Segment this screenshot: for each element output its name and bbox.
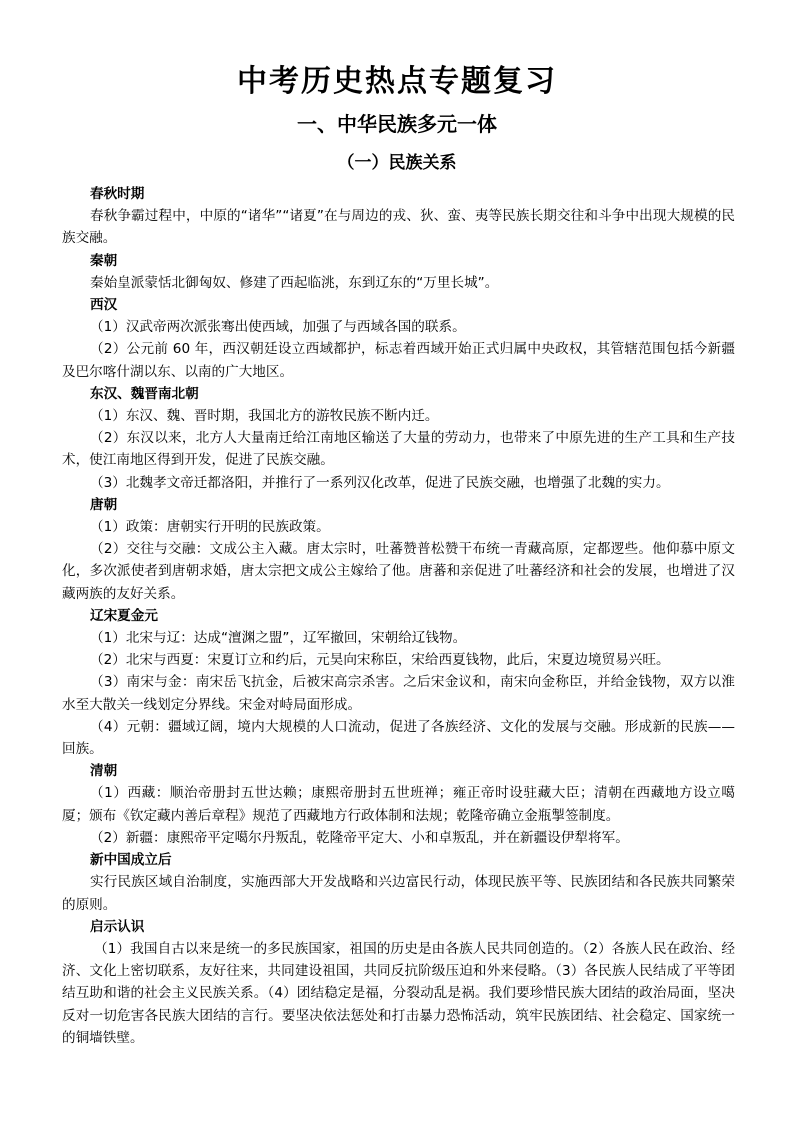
heading-donghan: 东汉、魏晋南北朝 (90, 385, 199, 402)
paragraph: （2）公元前 60 年，西汉朝廷设立西域都护，标志着西域开始正式归属中央政权，其管辖范围包括今新疆及巴尔喀什湖以东、以南的广大地区。 (62, 341, 735, 380)
heading-xinzhongguo: 新中国成立后 (90, 852, 172, 869)
heading-qin: 秦朝 (90, 252, 118, 269)
page-title: 中考历史热点专题复习 (237, 64, 557, 99)
paragraph: 春秋争霸过程中，中原的“诸华”“诸夏”在与周边的戎、狄、蛮、夷等民族长期交往和斗争中出现大规模的民族交融。 (62, 208, 735, 247)
paragraph: （1）我国自古以来是统一的多民族国家，祖国的历史是由各族人民共同创造的。（2）各族人民在政治、经济、文化上密切联系，友好往来，共同建设祖国，共同反抗阶级压迫和外来侵略。（3）各民族人民结成了平等团结互助和谐的社会主义民族关系。（4）团结稳定是福，分裂动乱是祸。我们要珍惜民族大团结的政治局面，坚决反对一切危害各民族大团结的言行。要坚决依法惩处和打击暴力恐怖活动，筑牢民族团结、社会稳定、国家统一的铜墙铁壁。 (62, 940, 735, 1046)
heading-xihan: 西汉 (90, 297, 118, 314)
heading-qing: 清朝 (90, 763, 118, 780)
heading-liaosong: 辽宋夏金元 (90, 607, 158, 624)
paragraph: 秦始皇派蒙恬北御匈奴、修建了西起临洮，东到辽东的“万里长城”。 (90, 274, 499, 291)
document-body (62, 183, 735, 1049)
paragraph: （1）东汉、魏、晋时期，我国北方的游牧民族不断内迁。 (90, 408, 439, 425)
paragraph: （1）北宋与辽：达成“澶渊之盟”，辽军撤回，宋朝给辽钱物。 (90, 630, 467, 647)
paragraph: （2）交往与交融：文成公主入藏。唐太宗时，吐蕃赞普松赞干布统一青藏高原，定都逻些。他仰慕中原文化，多次派使者到唐朝求婚，唐太宗把文成公主嫁给了他。唐蕃和亲促进了吐蕃经济和社会的发展，也增进了汉藏两族的友好关系。 (62, 541, 735, 602)
heading-chunqiu: 春秋时期 (90, 186, 145, 202)
section-title: （一）民族关系 (337, 153, 457, 173)
heading-tang: 唐朝 (90, 496, 118, 513)
paragraph: （4）元朝：疆域辽阔，境内大规模的人口流动，促进了各族经济、文化的发展与交融。形成新的民族——回族。 (62, 718, 735, 758)
paragraph: （2）北宋与西夏：宋夏订立和约后，元昊向宋称臣，宋给西夏钱物，此后，宋夏边境贸易兴旺。 (90, 652, 670, 669)
paragraph: （3）北魏孝文帝迁都洛阳，并推行了一系列汉化改革，促进了民族交融，也增强了北魏的实力。 (90, 474, 670, 491)
heading-qishi: 启示认识 (90, 918, 145, 935)
paragraph: 实行民族区域自治制度，实施西部大开发战略和兴边富民行动，体现民族平等、民族团结和各民族共同繁荣的原则。 (62, 874, 735, 913)
paragraph: （2）东汉以来，北方人大量南迁给江南地区输送了大量的劳动力，也带来了中原先进的生产工具和生产技术，使江南地区得到开发，促进了民族交融。 (62, 430, 735, 469)
paragraph: （1）汉武帝两次派张骞出使西域，加强了与西域各国的联系。 (90, 319, 466, 336)
paragraph: （2）新疆：康熙帝平定噶尔丹叛乱，乾隆帝平定大、小和卓叛乱，并在新疆设伊犁将军。 (90, 829, 629, 846)
paragraph: （1）政策：唐朝实行开明的民族政策。 (90, 519, 330, 536)
paragraph: （3）南宋与金：南宋岳飞抗金，后被宋高宗杀害。之后宋金议和，南宋向金称臣，并给金钱物，双方以淮水至大散关一线划定分界线。宋金对峙局面形成。 (62, 674, 735, 713)
chapter-subtitle: 一、中华民族多元一体 (297, 112, 497, 136)
paragraph: （1）西藏：顺治帝册封五世达赖；康熙帝册封五世班禅；雍正帝时设驻藏大臣；清朝在西藏地方设立噶厦；颁布《钦定藏内善后章程》规范了西藏地方行政体制和法规；乾隆帝确立金瓶掣签制度。 (62, 785, 735, 824)
